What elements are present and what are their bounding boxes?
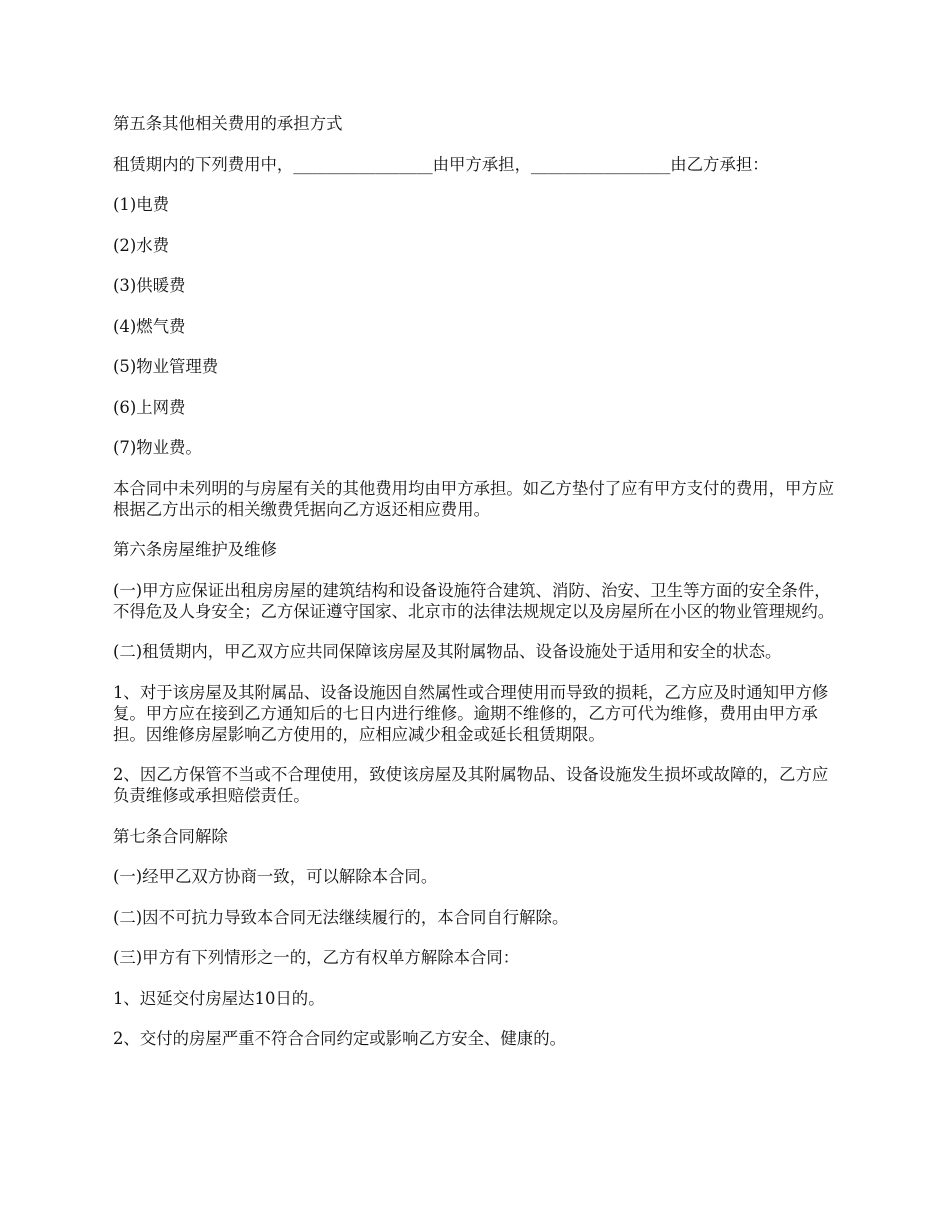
section-6-heading: 第六条房屋维护及维修	[113, 540, 277, 559]
maintenance-item-1: 1、对于该房屋及其附属品、设备设施因自然属性或合理使用而导致的损耗，乙方应及时通知甲方修复。甲方应在接到乙方通知后的七日内进行维修。逾期不维修的，乙方可代为维修，费用由甲方承担。因维修房屋影响乙方使用的，应相应减少租金或延长租赁期限。	[113, 682, 829, 744]
termination-item-1: 1、迟延交付房屋达10日的。	[113, 988, 325, 1008]
section-5-heading: 第五条其他相关费用的承担方式	[113, 114, 343, 133]
fee-allocation-clause: 租赁期内的下列费用中，_________________由甲方承担，_________________由乙方承担：	[113, 154, 769, 174]
fee-item-water: (2)水费	[113, 235, 169, 255]
document-page	[113, 113, 843, 1069]
maintenance-clause-2: (二)租赁期内，甲乙双方应共同保障该房屋及其附属物品、设备设施处于适用和安全的状态。	[113, 642, 782, 661]
fee-item-electricity: (1)电费	[113, 195, 169, 214]
termination-clause-1: (一)经甲乙双方协商一致，可以解除本合同。	[113, 867, 438, 886]
fee-item-internet: (6)上网费	[113, 397, 186, 417]
maintenance-item-2: 2、因乙方保管不当或不合理使用，致使该房屋及其附属物品、设备设施发生损坏或故障的，乙方应负责维修或承担赔偿责任。	[113, 765, 829, 805]
fee-item-gas: (4)燃气费	[113, 316, 186, 336]
section-7-heading: 第七条合同解除	[113, 826, 228, 846]
fee-item-property-management: (5)物业管理费	[113, 357, 219, 376]
fee-item-property: (7)物业费。	[113, 438, 202, 457]
termination-clause-3: (三)甲方有下列情形之一的，乙方有权单方解除本合同：	[113, 948, 520, 967]
fee-item-heating: (3)供暖费	[113, 276, 186, 295]
other-fees-paragraph: 本合同中未列明的与房屋有关的其他费用均由甲方承担。如乙方垫付了应有甲方支付的费用，甲方应根据乙方出示的相关缴费凭据向乙方返还相应费用。	[113, 478, 835, 519]
termination-clause-2: (二)因不可抗力导致本合同无法继续履行的，本合同自行解除。	[113, 907, 569, 927]
maintenance-clause-1: (一)甲方应保证出租房房屋的建筑结构和设备设施符合建筑、消防、治安、卫生等方面的安全条件，不得危及人身安全；乙方保证遵守国家、北京市的法律法规规定以及房屋所在小区的物业管理规约。	[113, 580, 835, 621]
termination-item-2: 2、交付的房屋严重不符合合同约定或影响乙方安全、健康的。	[113, 1029, 566, 1048]
